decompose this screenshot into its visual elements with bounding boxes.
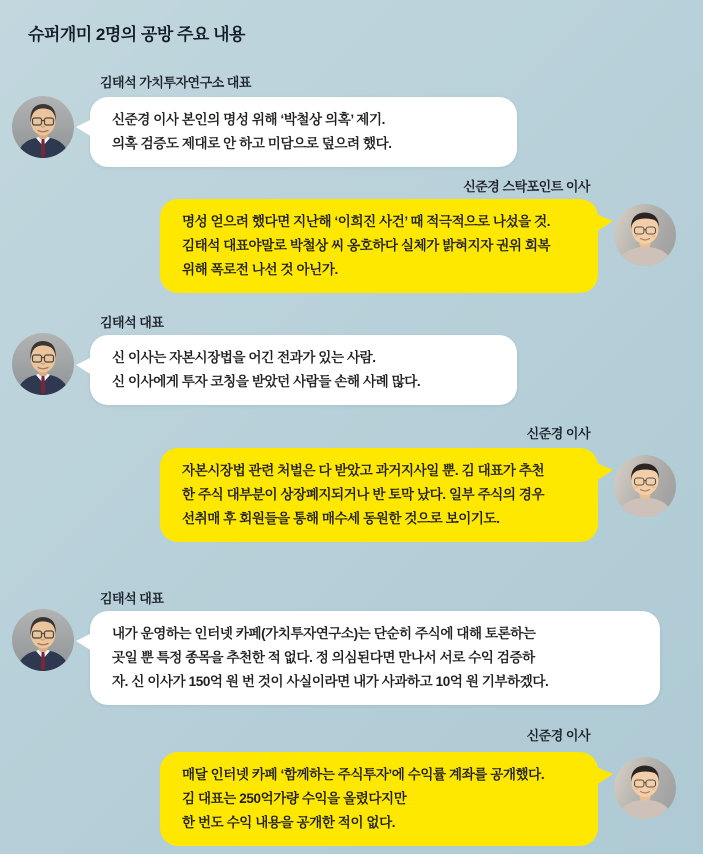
bubble-text-line: 김 대표는 250억가량 수익을 올렸다지만 (182, 791, 407, 807)
speaker-label: 김태석 가치투자연구소 대표 (100, 75, 251, 90)
speech-bubble (90, 335, 517, 405)
avatar-shin-junkyung (614, 204, 676, 266)
speech-bubble (160, 448, 598, 542)
bubble-tail (596, 767, 613, 785)
avatar-kim-taeseok (12, 333, 74, 395)
bubble-text-line: 신준경 이사 본인의 명성 위해 ‘박철상 의혹’ 제기. (112, 112, 385, 127)
bubble-text-line: 의혹 검증도 제대로 안 하고 미담으로 덮으려 했다. (112, 136, 392, 152)
bubble-tail (76, 357, 92, 375)
avatar-shin-junkyung (614, 455, 676, 517)
speech-bubble (90, 611, 660, 705)
bubble-tail (596, 214, 613, 232)
bubble-text-line: 곳일 뿐 특정 종목을 추천한 적 없다. 정 의심된다면 만나서 서로 수익 검증하 (112, 650, 535, 666)
bubble-text-line: 한 주식 대부분이 상장폐지되거나 반 토막 났다. 일부 주식의 경우 (182, 487, 545, 503)
avatar-shin-junkyung (614, 757, 676, 819)
bubble-text-line: 자본시장법 관련 처벌은 다 받았고 과거지사일 뿐. 김 대표가 추천 (182, 463, 545, 478)
bubble-text-line: 매달 인터넷 카페 ‘함께하는 주식투자’에 수익률 계좌를 공개했다. (182, 767, 545, 782)
bubble-text-line: 자. 신 이사가 150억 원 번 것이 사실이라면 내가 사과하고 10억 원 기부하겠다. (112, 674, 549, 690)
speaker-label: 신준경 이사 (526, 426, 590, 441)
avatar-kim-taeseok (12, 96, 74, 158)
speech-bubble (90, 97, 517, 167)
bubble-tail (76, 119, 92, 137)
speech-bubble (160, 199, 598, 293)
bubble-tail (76, 633, 92, 651)
bubble-text-line: 김태석 대표야말로 박철상 씨 옹호하다 실체가 밝혀지자 권위 회복 (182, 238, 551, 254)
speaker-label: 김태석 대표 (100, 591, 164, 606)
bubble-text-line: 신 이사는 자본시장법을 어긴 전과가 있는 사람. (112, 350, 376, 365)
speaker-label: 신준경 스탁포인트 이사 (463, 179, 590, 194)
bubble-text-line: 내가 운영하는 인터넷 카페(가치투자연구소)는 단순히 주식에 대해 토론하는 (112, 626, 536, 641)
bubble-text-line: 한 번도 수익 내용을 공개한 적이 없다. (182, 815, 396, 831)
speech-bubble (160, 752, 598, 846)
avatar-kim-taeseok (12, 609, 74, 671)
speaker-label: 신준경 이사 (526, 728, 590, 743)
bubble-tail (596, 463, 613, 481)
speaker-label: 김태석 대표 (100, 315, 164, 330)
bubble-text-line: 선취매 후 회원들을 통해 매수세 동원한 것으로 보이기도. (182, 511, 500, 527)
bubble-text-line: 명성 얻으려 했다면 지난해 ‘이희진 사건’ 때 적극적으로 나섰을 것. (182, 214, 551, 229)
bubble-text-line: 신 이사에게 투자 코칭을 받았던 사람들 손해 사례 많다. (112, 374, 421, 390)
bubble-text-line: 위해 폭로전 나선 것 아닌가. (182, 262, 338, 278)
page-title: 슈퍼개미 2명의 공방 주요 내용 (28, 25, 245, 44)
